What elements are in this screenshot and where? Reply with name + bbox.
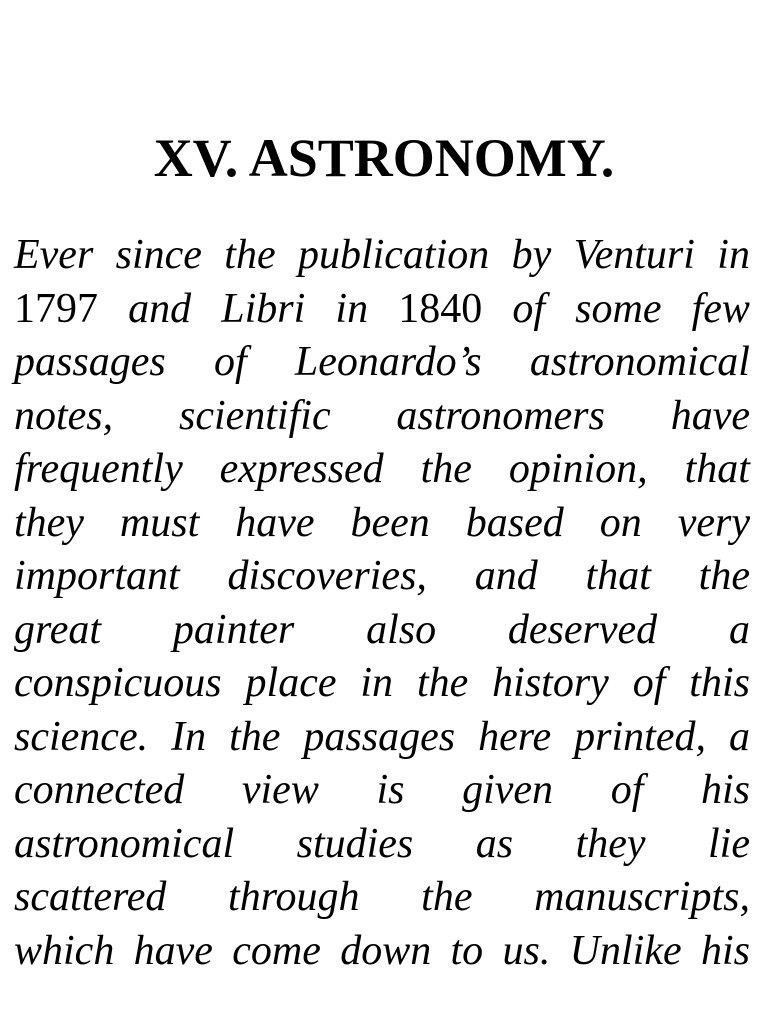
word: a [729,713,750,760]
word: printed, [574,713,706,760]
word: they [14,499,84,546]
word: have [133,927,213,974]
word: a [728,606,750,653]
text-line [14,336,750,390]
text-line [14,497,750,551]
word: very [677,499,750,546]
word: in [360,660,394,706]
word: manuscripts, [534,874,750,920]
word: notes, [14,392,114,439]
word: connected [14,767,185,813]
word: painter [172,606,295,653]
word: history [492,660,609,706]
word: scattered [14,874,167,920]
word: of [213,339,247,385]
word: of [512,285,546,332]
word: Leonardo’s [294,339,482,385]
word: studies [296,820,414,867]
word: this [689,660,750,706]
word: Libri [221,285,306,332]
word: astronomical [529,339,750,385]
word: also [366,606,437,653]
word: passages [14,339,166,385]
word: of [632,660,666,706]
word: passages [303,713,456,760]
word: by [511,232,552,278]
word: great [14,606,102,653]
word: frequently [14,446,183,492]
word: to [450,927,484,974]
word: which [14,927,115,974]
text-line [14,604,750,658]
word: opinion, [508,446,648,492]
word: the [229,713,281,760]
text-line [14,818,750,872]
word: since [115,232,202,278]
word: have [670,392,750,439]
word: in [717,232,750,278]
word: astronomical [14,820,235,867]
word: through [228,874,360,920]
word: 1797 [14,285,98,332]
text-line [14,925,750,979]
chapter-title: XV. ASTRONOMY. [153,128,615,188]
word: 1840 [398,285,483,332]
word: in [335,285,369,332]
text-line [14,871,750,925]
word: expressed [219,446,384,492]
word: of [610,767,644,813]
word: been [350,499,430,546]
text-line [14,229,750,283]
text-line [14,390,750,444]
word: discoveries, [227,553,427,599]
word: the [224,232,276,278]
word: place [245,660,337,706]
word: us. [502,927,551,974]
word: Unlike [569,927,682,974]
word: that [684,446,750,492]
text-line [14,443,750,497]
word: deserved [507,606,658,653]
word: lie [707,820,750,867]
text-line [14,657,750,711]
word: the [421,874,473,920]
body-paragraph [14,229,750,978]
word: they [575,820,646,867]
word: the [420,446,472,492]
word: must [119,499,200,546]
word: here [478,713,552,760]
word: is [376,767,405,813]
word: scientific [178,392,331,439]
word: the [416,660,469,706]
word: Ever [14,232,94,278]
word: and [474,553,538,599]
word: down [340,927,432,974]
word: as [475,820,514,867]
word: Venturi [573,232,695,278]
word: conspicuous [14,660,222,706]
word: astronomers [396,392,605,439]
word: have [235,499,315,546]
word: that [585,553,651,599]
word: publication [297,232,490,278]
word: In [171,713,207,760]
word: given [462,767,554,813]
word: some [575,285,662,332]
word: important [14,553,180,599]
text-line [14,764,750,818]
word: on [599,499,642,546]
word: his [700,927,750,974]
word: his [700,767,750,813]
word: and [128,285,192,332]
word: few [691,285,750,332]
text-line [14,283,750,337]
word: view [241,767,319,813]
word: come [232,927,321,974]
text-line [14,550,750,604]
text-line [14,711,750,765]
word: based [465,499,564,546]
word: the [698,553,750,599]
word: science. [14,713,149,760]
